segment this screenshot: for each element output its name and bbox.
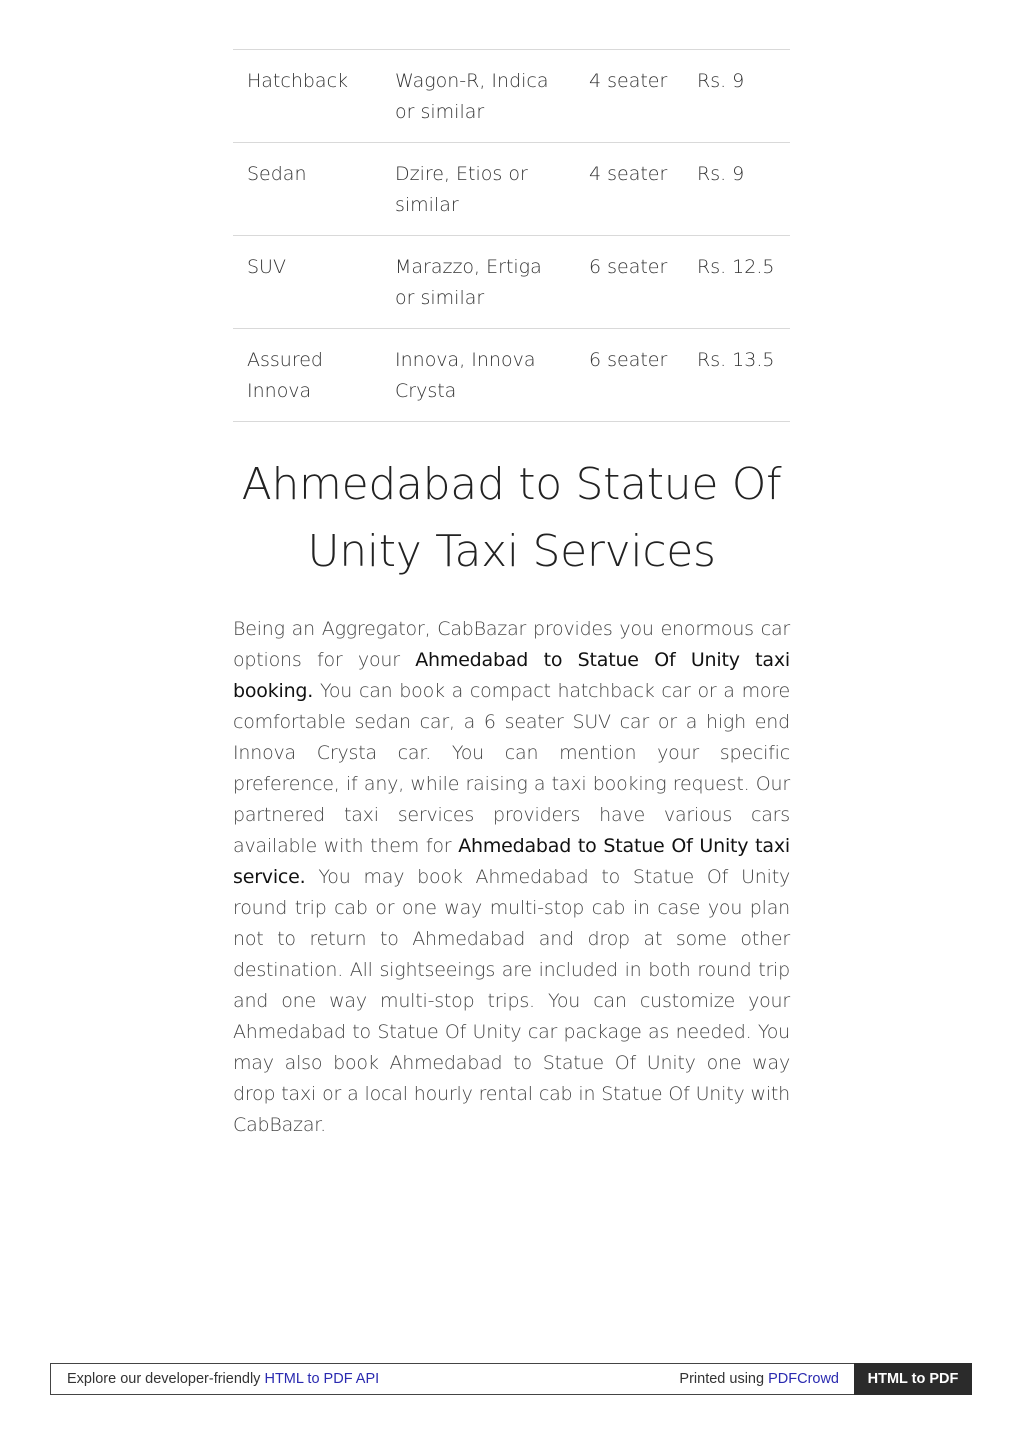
seats-cell: 4 seater bbox=[575, 50, 683, 143]
car-models-cell: Innova, Innova Crysta bbox=[381, 329, 575, 422]
seats-cell: 6 seater bbox=[575, 236, 683, 329]
rate-cell: Rs. 13.5 bbox=[683, 329, 790, 422]
car-models-cell: Marazzo, Ertiga or similar bbox=[381, 236, 575, 329]
car-type-cell: Sedan bbox=[233, 143, 381, 236]
main-content bbox=[233, 49, 790, 1141]
footer-printed-text: Printed using bbox=[679, 1371, 769, 1387]
html-to-pdf-button[interactable]: HTML to PDF bbox=[854, 1363, 972, 1395]
table-row bbox=[233, 50, 790, 143]
paragraph-text: You may book Ahmedabad to Statue Of Unity round trip cab or one way multi-stop cab in case you plan not to return to Ahmedabad and drop at some other destination. All sightseeings are included in both round trip and one way multi-stop trips. You can customize your Ahmedabad to Statue Of Unity car package as needed. You may also book Ahmedabad to Statue Of Unity one way drop taxi or a local hourly rental cab in Statue Of Unity with CabBazar. bbox=[233, 866, 790, 1136]
car-type-cell: Assured Innova bbox=[233, 329, 381, 422]
paragraph-text: You can book a compact hatchback car or a more comfortable sedan car, a 6 seater SUV car or a high end Innova Crysta car. You can mention your specific preference, if any, while raising a taxi booking request. Our partnered taxi services providers have various cars available with them for bbox=[233, 680, 790, 857]
table-row bbox=[233, 236, 790, 329]
car-type-cell: Hatchback bbox=[233, 50, 381, 143]
table-row bbox=[233, 143, 790, 236]
pdfcrowd-link[interactable]: PDFCrowd bbox=[768, 1371, 839, 1387]
paragraph-bold-text: Ahmedabad to Statue Of Unity taxi service. bbox=[233, 835, 790, 888]
rate-cell: Rs. 9 bbox=[683, 143, 790, 236]
car-models-cell: Dzire, Etios or similar bbox=[381, 143, 575, 236]
rate-cell: Rs. 9 bbox=[683, 50, 790, 143]
seats-cell: 6 seater bbox=[575, 329, 683, 422]
section-paragraph bbox=[233, 614, 790, 1141]
footer-explore-text: Explore our developer-friendly bbox=[67, 1371, 265, 1387]
pdfcrowd-footer bbox=[50, 1363, 972, 1395]
seats-cell: 4 seater bbox=[575, 143, 683, 236]
table-row bbox=[233, 329, 790, 422]
paragraph-text: Being an Aggregator, CabBazar provides you enormous car options for your bbox=[233, 618, 790, 671]
html-to-pdf-api-link[interactable]: HTML to PDF API bbox=[264, 1371, 380, 1387]
footer-explore bbox=[67, 1371, 379, 1387]
car-models-cell: Wagon-R, Indica or similar bbox=[381, 50, 575, 143]
fare-table bbox=[233, 49, 790, 422]
paragraph-bold-text: Ahmedabad to Statue Of Unity taxi booking. bbox=[233, 649, 790, 702]
rate-cell: Rs. 12.5 bbox=[683, 236, 790, 329]
footer-printed bbox=[679, 1371, 839, 1387]
section-title: Ahmedabad to Statue Of Unity Taxi Services bbox=[241, 459, 782, 577]
car-type-cell: SUV bbox=[233, 236, 381, 329]
